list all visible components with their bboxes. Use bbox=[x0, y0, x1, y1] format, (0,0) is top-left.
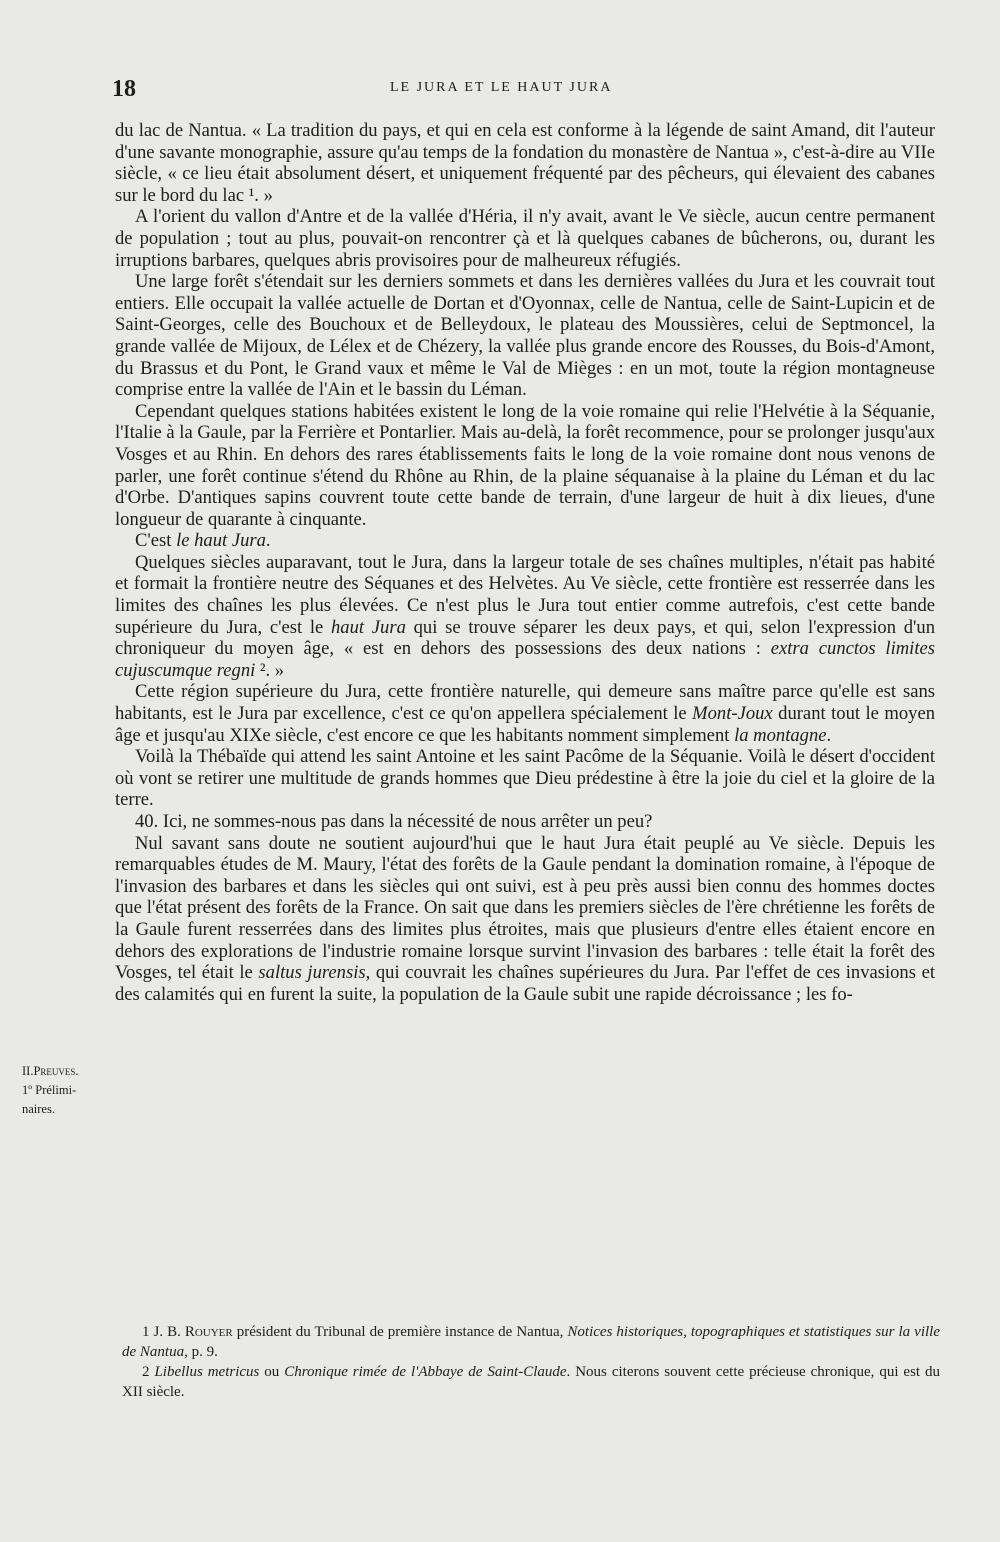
italic-run: Mont-Joux bbox=[692, 703, 773, 725]
paragraph: du lac de Nantua. « La tradition du pays, et qui en cela est conforme à la légende de saint Amand, dit l'auteur d'une savante monographie, assure qu'au temps de la fondation du monastère de Nantua », c'est-à-dire au VIIe siècle, « ce lieu était absolument désert, et uniquement fréquenté par des pêcheurs, qui élevaient des cabanes sur le bord du lac ¹. » bbox=[115, 120, 935, 206]
margin-note-line: naires. bbox=[22, 1102, 55, 1116]
margin-note bbox=[22, 1062, 116, 1119]
footnote-mark: 1 bbox=[142, 1324, 154, 1340]
text-run: C'est bbox=[135, 530, 177, 552]
text-run: . bbox=[265, 530, 271, 552]
text-run: , qui couvrait les chaînes supérieures du Jura. Par l'effet de ces invasions et des calamités qui en furent la suite, la population de la Gaule subit une rapide décroissance ; les fo- bbox=[115, 962, 935, 1005]
body-text bbox=[115, 120, 935, 1005]
footnote bbox=[122, 1362, 940, 1402]
margin-note-line: 1º Prélimi- bbox=[22, 1083, 77, 1097]
footnotes bbox=[122, 1322, 940, 1402]
text-run: . Nous citerons souvent cette précieuse chronique, qui est du XII siècle. bbox=[122, 1364, 941, 1400]
paragraph: 40. Ici, ne sommes-nous pas dans la nécessité de nous arrêter un peu? bbox=[135, 811, 653, 832]
paragraph bbox=[115, 681, 935, 746]
italic-run: la montagne bbox=[734, 724, 827, 746]
footnote-mark: 2 bbox=[142, 1364, 155, 1380]
text-run: , p. 9. bbox=[184, 1344, 218, 1360]
text-run: président du Tribunal de première instance de Nantua, bbox=[232, 1324, 568, 1340]
italic-run: extra cunctos limites cujuscumque regni bbox=[115, 638, 935, 681]
text-run: Nul savant sans doute ne soutient aujourd'hui que le haut Jura était peuplé au Ve siècle. Depuis les remarquables études de M. Maury, l'état des forêts de la Gaule pendant la domination romaine, à l'époque de l'invasion des barbares et dans les siècles qui ont suivi, est à peu près aussi bien connu des hommes doctes que l'état présent des forêts de la France. On sait que dans les premiers siècles de l'ère chrétienne les forêts de la Gaule furent resserrées dans des limites plus étroites, mais que plusieurs d'entre elles étaient encore en dehors des explorations de l'industrie romaine lorsque survint l'invasion des barbares : telle était la forêt des Vosges, tel était le bbox=[115, 832, 935, 984]
paragraph bbox=[115, 833, 935, 1006]
paragraph: A l'orient du vallon d'Antre et de la vallée d'Héria, il n'y avait, avant le Ve siècle, aucun centre permanent de population ; tout au plus, pouvait-on rencontrer çà et là quelques cabanes de bûcherons, ou, durant les irruptions barbares, quelques abris provisoires pour de malheureux réfugiés. bbox=[115, 206, 935, 271]
margin-note-line: II.Preuves. bbox=[22, 1064, 79, 1078]
italic-run: haut Jura bbox=[331, 616, 406, 638]
italic-run: Chronique rimée de l'Abbaye de Saint-Claude bbox=[284, 1364, 567, 1380]
paragraph bbox=[115, 530, 935, 552]
paragraph: Une large forêt s'étendait sur les derniers sommets et dans les dernières vallées du Jura et les couvrait tout entiers. Elle occupait la vallée actuelle de Dortan et d'Oyonnax, celle de Nantua, celle de Saint-Lupicin et de Saint-Georges, celle des Bouchoux et de Belleydoux, le plateau des Moussières, celui de Septmoncel, la grande vallée de Mijoux, de Lélex et de Chézery, la vallée plus grande encore des Rousses, du Bois-d'Amont, du Brassus et du Pont, le Grand vaux et même le Val de Mièges : en un mot, toute la région montagneuse comprise entre la vallée de l'Ain et le bassin du Léman. bbox=[115, 271, 935, 401]
text-run: Cette région supérieure du Jura, cette frontière naturelle, qui demeure sans maître parce qu'elle est sans habitants, est le Jura par excellence, c'est ce qu'on appellera spécialement le bbox=[115, 681, 935, 725]
paragraph: Cependant quelques stations habitées existent le long de la voie romaine qui relie l'Helvétie à la Séquanie, l'Italie à la Gaule, par la Ferrière et Pontarlier. Mais au-delà, la forêt recommence, pour se prolonger jusqu'aux Vosges et au Rhin. En dehors des rares établissements faits le long de la voie romaine dont nous venons de parler, une forêt continue s'étend du Rhône au Rhin, de la plaine séquanaise à la plaine du Léman et du lac d'Orbe. D'antiques sapins couvrent toute cette bande de terrain, d'une largeur de huit à dix lieues, d'une longueur de quarante à cinquante. bbox=[115, 400, 935, 530]
footnote bbox=[122, 1322, 940, 1362]
text-run: . bbox=[826, 724, 832, 746]
page-number: 18 bbox=[112, 76, 136, 102]
paragraph: Voilà la Thébaïde qui attend les saint Antoine et les saint Pacôme de la Séquanie. Voilà le désert d'occident où vont se retirer une multitude de grands hommes que Dieu prédestine à être la joie du ciel et la gloire de la terre. bbox=[115, 746, 935, 811]
text-run: qui se trouve séparer les deux pays, et qui, selon l'expression d'un chroniqueur du moyen âge, « est en dehors des possessions des deux nations : bbox=[115, 616, 935, 660]
italic-run: saltus jurensis bbox=[258, 962, 366, 984]
italic-run: Notices historiques, topographiques et statistiques sur la ville de Nantua bbox=[122, 1324, 940, 1360]
italic-run: Libellus metricus bbox=[154, 1364, 260, 1380]
text-run: durant tout le moyen âge et jusqu'au XIXe siècle, c'est encore ce que les habitants nomment simplement bbox=[115, 703, 935, 746]
text-run: ou bbox=[259, 1364, 285, 1380]
paragraph bbox=[115, 552, 935, 682]
text-run: Quelques siècles auparavant, tout le Jura, dans la largeur totale de ses chaînes multiples, n'était pas habité et formait la frontière neutre des Séquanes et des Helvètes. Au Ve siècle, cette frontière est resserrée dans les limites des chaînes les plus élevées. Ce n'est plus le Jura tout entier comme autrefois, c'est cette bande supérieure du Jura, c'est le bbox=[115, 551, 935, 638]
italic-run: le haut Jura bbox=[176, 530, 266, 552]
running-head: LE JURA ET LE HAUT JURA bbox=[390, 80, 613, 95]
text-run: ². » bbox=[255, 659, 285, 681]
footnote-author: J. B. Rouyer bbox=[153, 1324, 233, 1340]
